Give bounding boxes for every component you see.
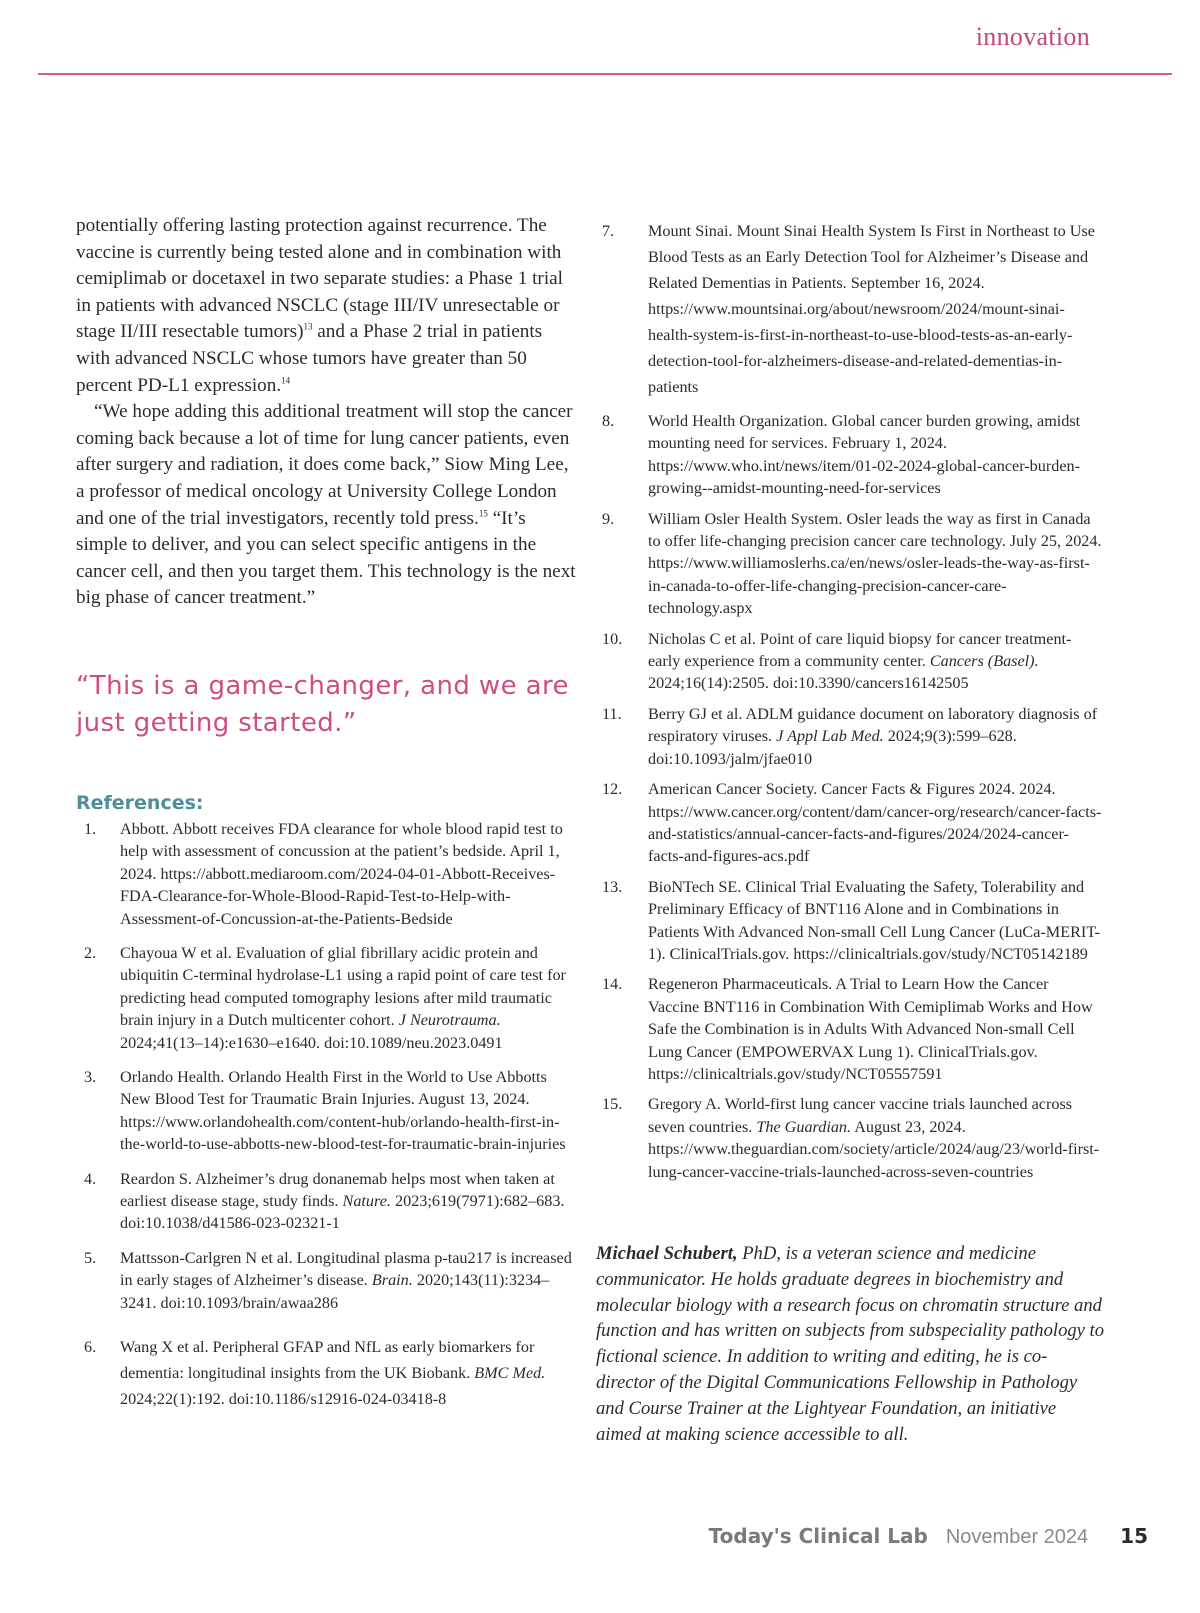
reference-text xyxy=(120,1247,576,1314)
reference-item xyxy=(602,508,1102,620)
paragraph-text: potentially offering lasting protection against recurrence. The vaccine is currently being tested alone and in combination with cemiplimab or docetaxel in two separate studies: a Phase 1 trial in patients with advanced NSCLC (stage III/IV unresectable or stage II/III resectable tumors) xyxy=(76,215,563,343)
reference-number: 9. xyxy=(602,509,615,528)
reference-text xyxy=(120,1334,576,1412)
reference-number: 14. xyxy=(602,975,623,994)
reference-citation: Chayoua W et al. Evaluation of glial fibrillary acidic protein and ubiquitin C-terminal hydrolase-L1 using a rapid point of care test for predicting head computed tomography lesions after mild traumatic brain injury in a Dutch multicenter cohort. xyxy=(120,943,566,1030)
reference-item xyxy=(602,876,1102,966)
paragraph-text: and a Phase 2 trial in patients with advanced NSCLC whose tumors have greater than 50 percent PD-L1 expression. xyxy=(76,321,543,396)
reference-item xyxy=(602,218,1102,400)
reference-details: 2020;143(11):3234–3241. doi:10.1093/brain/awaa286 xyxy=(120,1271,550,1312)
reference-item xyxy=(602,703,1102,770)
section-label: innovation xyxy=(975,22,1090,51)
reference-details: August 23, 2024. https://www.theguardian.com/society/article/2024/aug/23/world-first-lung-cancer-vaccine-trials-launched-across-seven-countries xyxy=(648,1117,1100,1181)
reference-text xyxy=(120,942,576,1054)
reference-details: 2024;16(14):2505. doi:10.3390/cancers16142505 xyxy=(648,674,969,693)
reference-text: Abbott. Abbott receives FDA clearance for whole blood rapid test to help with assessment of concussion at the patient’s bedside. April 1, 2024. https://abbott.mediaroom.com/2024-04-01-Abbott-Receives-FDA-Clearance-for-Whole-Blood-Rapid-Test-to-Help-with-Assessment-of-Concussion-at-the-Patients-Bedside xyxy=(120,819,563,928)
reference-text: William Osler Health System. Osler leads the way as first in Canada to offer life-changing precision cancer care technology. July 25, 2024. https://www.williamoslerhs.ca/en/news/osler-leads-the-way-as-first-in-canada-to-offer-life-changing-precision-cancer-care-technology.aspx xyxy=(648,509,1102,618)
reference-text xyxy=(648,628,1102,695)
reference-number: 12. xyxy=(602,780,623,799)
reference-text: Orlando Health. Orlando Health First in the World to Use Abbotts New Blood Test for Traumatic Brain Injuries. August 13, 2024. https://www.orlandohealth.com/content-hub/orlando-health-first-in-the-world-to-use-abbotts-new-blood-test-for-traumatic-brain-injuries xyxy=(120,1067,566,1154)
reference-text: American Cancer Society. Cancer Facts & Figures 2024. 2024. https://www.cancer.org/content/dam/cancer-org/research/cancer-facts-and-statistics/annual-cancer-facts-and-figures/2024/2024-cancer-facts-and-figures-acs.pdf xyxy=(648,780,1102,866)
reference-number: 7. xyxy=(602,222,615,240)
page-number: 15 xyxy=(1120,1524,1148,1548)
reference-citation: Nicholas C et al. Point of care liquid biopsy for cancer treatment-early experience from a community center. xyxy=(648,629,1072,671)
reference-number: 13. xyxy=(602,877,623,896)
references-list-left xyxy=(76,818,576,1412)
reference-citation: Wang X et al. Peripheral GFAP and NfL as early biomarkers for dementia: longitudinal insights from the UK Biobank. xyxy=(120,1338,535,1383)
reference-details: 2024;22(1):192. doi:10.1186/s12916-024-03418-8 xyxy=(120,1390,447,1409)
reference-text: Mount Sinai. Mount Sinai Health System Is First in Northeast to Use Blood Tests as an Early Detection Tool for Alzheimer’s Disease and Related Dementias in Patients. September 16, 2024. https://www.mountsinai.org/about/newsroom/2024/mount-sinai-health-system-is-first-in-northeast-to-use-blood-tests-as-an-early-detection-tool-for-alzheimers-disease-and-related-dementias-in-patients xyxy=(648,222,1095,396)
author-name: Michael Schubert, xyxy=(596,1243,738,1264)
reference-text xyxy=(648,1093,1102,1183)
reference-journal: Cancers (Basel). xyxy=(929,652,1039,671)
body-paragraph-2 xyxy=(76,399,576,612)
reference-citation: Reardon S. Alzheimer’s drug donanemab helps most when taken at earliest disease stage, study finds. xyxy=(120,1169,555,1210)
pull-quote: “This is a game-changer, and we are just getting started.” xyxy=(76,670,569,738)
reference-number: 2. xyxy=(84,943,97,962)
reference-number: 3. xyxy=(84,1067,97,1086)
reference-citation: Gregory A. World-first lung cancer vaccine trials launched across seven countries. xyxy=(648,1095,1073,1136)
reference-item xyxy=(602,778,1102,868)
author-bio xyxy=(596,1241,1106,1447)
issue-date: November 2024 xyxy=(945,1526,1089,1548)
reference-text: BioNTech SE. Clinical Trial Evaluating the Safety, Tolerability and Preliminary Efficacy of BNT116 Alone and in Combinations in Patients With Advanced Non-small Cell Lung Cancer (LuCa-MERIT-1). ClinicalTrials.gov. https://clinicaltrials.gov/study/NCT05142189 xyxy=(648,877,1101,963)
reference-journal: BMC Med. xyxy=(474,1364,546,1383)
reference-number: 10. xyxy=(602,629,623,648)
reference-item xyxy=(76,1168,576,1235)
reference-text xyxy=(648,703,1102,770)
reference-number: 15. xyxy=(602,1095,623,1114)
reference-journal: The Guardian. xyxy=(756,1117,852,1136)
reference-details: 2024;41(13–14):e1630–e1640. doi:10.1089/neu.2023.0491 xyxy=(120,1033,503,1052)
reference-journal: Brain. xyxy=(371,1271,413,1290)
reference-text: Regeneron Pharmaceuticals. A Trial to Learn How the Cancer Vaccine BNT116 in Combination With Cemiplimab Works and How Safe the Combination is in Adults With Advanced Non-small Cell Lung Cancer (EMPOWERVAX Lung 1). ClinicalTrials.gov. https://clinicaltrials.gov/study/NCT05557591 xyxy=(648,975,1093,1083)
reference-journal: J Appl Lab Med. xyxy=(776,727,884,746)
left-column xyxy=(76,213,576,1424)
magazine-name: Today's Clinical Lab xyxy=(708,1524,928,1548)
reference-number: 6. xyxy=(84,1338,97,1357)
reference-item xyxy=(76,818,576,930)
references-list-right xyxy=(602,218,1102,1183)
reference-journal: J Neurotrauma. xyxy=(398,1011,501,1030)
reference-item xyxy=(602,1093,1102,1183)
reference-item xyxy=(76,1334,576,1412)
citation-14: 14 xyxy=(281,375,291,386)
reference-item xyxy=(602,973,1102,1085)
body-paragraph-1 xyxy=(76,213,576,399)
reference-text: World Health Organization. Global cancer burden growing, amidst mounting need for services. February 1, 2024. https://www.who.int/news/item/01-02-2024-global-cancer-burden-growing--amidst-mounting-need-for-services xyxy=(648,412,1081,498)
reference-item xyxy=(602,628,1102,695)
paragraph-text: “We hope adding this additional treatment will stop the cancer coming back because a lot of time for lung cancer patients, even after surgery and radiation, it does come back,” Siow Ming Lee, a professor of medical oncology at University College London and one of the trial investigators, recently told press. xyxy=(76,401,573,529)
reference-details: 2023;619(7971):682–683. doi:10.1038/d41586-023-02321-1 xyxy=(120,1192,565,1233)
header-rule xyxy=(38,73,1172,75)
reference-details: 2024;9(3):599–628. doi:10.1093/jalm/jfae010 xyxy=(648,727,1017,768)
reference-text xyxy=(120,1168,576,1235)
reference-number: 4. xyxy=(84,1169,97,1188)
reference-citation: Mattsson-Carlgren N et al. Longitudinal plasma p-tau217 is increased in early stages of Alzheimer’s disease. xyxy=(120,1248,572,1290)
author-bio-text: PhD, is a veteran science and medicine communicator. He holds graduate degrees in biochemistry and molecular biology with a research focus on chromatin structure and function and has written on subjects from subspeciality pathology to fictional science. In addition to writing and editing, he is co-director of the Digital Communications Fellowship in Pathology and Course Trainer at the Lightyear Foundation, an initiative aimed at making science accessible to all. xyxy=(596,1243,1105,1445)
right-column xyxy=(602,218,1102,1191)
reference-item xyxy=(76,942,576,1054)
reference-journal: Nature. xyxy=(342,1192,391,1210)
reference-number: 8. xyxy=(602,412,615,430)
reference-citation: Berry GJ et al. ADLM guidance document on laboratory diagnosis of respiratory viruses. xyxy=(648,704,1098,746)
reference-number: 1. xyxy=(84,819,97,838)
paragraph-text: “It’s simple to deliver, and you can select specific antigens in the cancer cell, and then you target them. This technology is the next big phase of cancer treatment.” xyxy=(76,507,576,609)
citation-13: 13 xyxy=(303,321,313,332)
citation-15: 15 xyxy=(478,508,488,519)
reference-item xyxy=(76,1066,576,1156)
reference-number: 5. xyxy=(84,1248,97,1267)
page-footer xyxy=(709,1524,1148,1549)
references-heading: References: xyxy=(76,791,204,814)
reference-number: 11. xyxy=(602,704,622,723)
reference-item xyxy=(76,1247,576,1314)
reference-item xyxy=(602,410,1102,500)
